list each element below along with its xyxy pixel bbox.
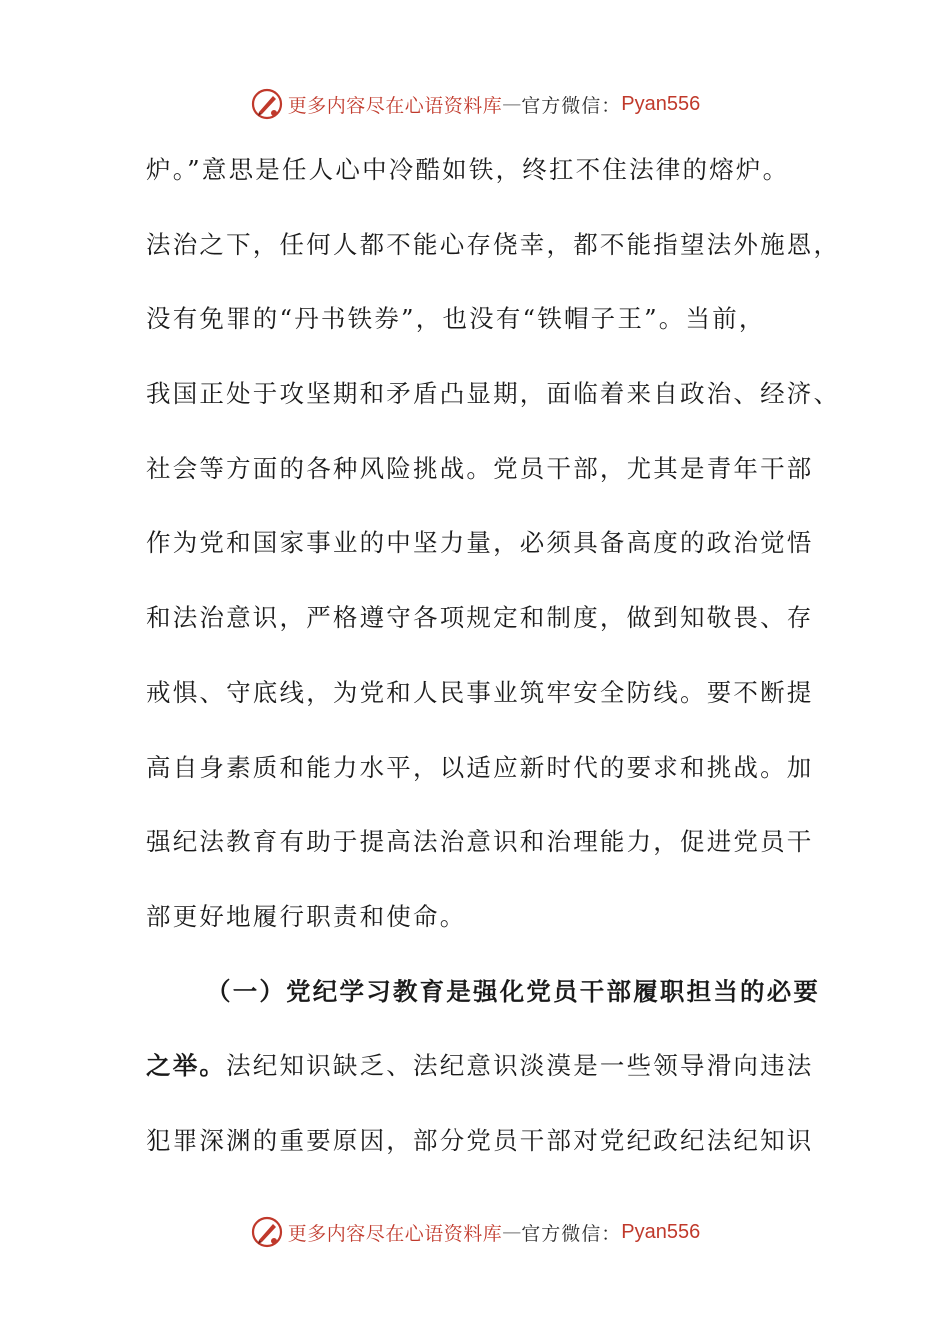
header-dash: —	[502, 93, 522, 115]
footer-banner	[0, 1212, 950, 1252]
body-line: 戒惧、守底线，为党和人民事业筑牢安全防线。要不断提	[146, 677, 814, 707]
footer-wechat-id: Pyan556	[621, 1220, 701, 1243]
body-line: 社会等方面的各种风险挑战。党员干部，尤其是青年干部	[146, 453, 814, 483]
footer-brand-text: 更多内容尽在心语资料库	[287, 1222, 503, 1245]
body-line: 没有免罪的“丹书铁券”，也没有“铁帽子王”。当前，	[146, 304, 766, 334]
pen-logo-icon	[250, 1215, 284, 1249]
document-body	[146, 150, 841, 1196]
body-line: 炉。”意思是任人心中冷酷如铁，终扛不住法律的熔炉。	[146, 155, 790, 184]
footer-dash: —	[502, 1221, 522, 1243]
body-line: 和法治意识，严格遵守各项规定和制度，做到知敬畏、存	[146, 603, 814, 633]
section-line	[146, 1046, 814, 1121]
header-wechat-id: Pyan556	[621, 92, 701, 115]
body-line: 部更好地履行职责和使命。	[146, 901, 467, 931]
section-heading: （一）党纪学习教育是强化党员干部履职担当的必要	[206, 976, 821, 1006]
pen-logo-icon	[250, 87, 284, 121]
body-line: 高自身素质和能力水平，以适应新时代的要求和挑战。加	[146, 752, 814, 782]
header-wechat-label: 官方微信：	[521, 94, 622, 117]
body-line: 我国正处于攻坚期和矛盾凸显期，面临着来自政治、经济、	[146, 379, 841, 409]
header-banner	[0, 84, 950, 124]
section-line-text: 法纪知识缺乏、法纪意识淡漠是一些领导滑向违法	[226, 1051, 814, 1081]
footer-wechat-label: 官方微信：	[521, 1222, 622, 1245]
body-line: 犯罪深渊的重要原因，部分党员干部对党纪政纪法纪知识	[146, 1125, 814, 1155]
header-brand-text: 更多内容尽在心语资料库	[287, 94, 503, 117]
body-line: 强纪法教育有助于提高法治意识和治理能力，促进党员干	[146, 827, 814, 857]
section-heading-continuation: 之举。	[146, 1051, 227, 1081]
body-line: 作为党和国家事业的中坚力量，必须具备高度的政治觉悟	[146, 528, 814, 558]
body-line: 法治之下，任何人都不能心存侥幸，都不能指望法外施恩，	[146, 229, 841, 259]
